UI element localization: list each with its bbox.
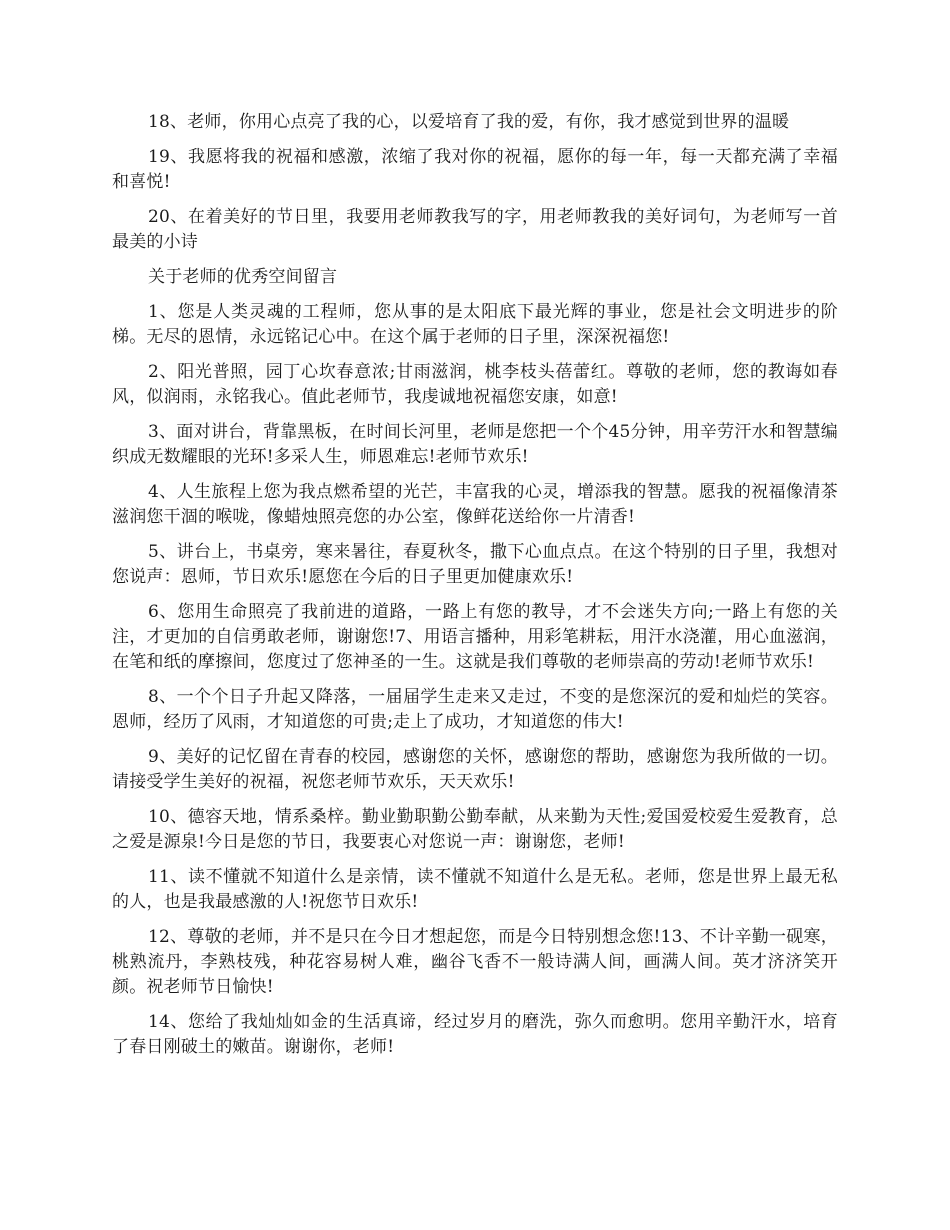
- paragraph-8: 8、一个个日子升起又降落，一届届学生走来又走过，不变的是您深沉的爱和灿烂的笑容。恩师，经历了风雨，才知道您的可贵;走上了成功，才知道您的伟大!: [112, 687, 838, 732]
- document-body: [112, 110, 838, 1070]
- section-heading: 关于老师的优秀空间留言: [148, 267, 338, 287]
- paragraph-4: 4、人生旅程上您为我点燃希望的光芒，丰富我的心灵，增添我的智慧。愿我的祝福像清茶滋润您干涸的喉咙，像蜡烛照亮您的办公室，像鲜花送给你一片清香!: [112, 482, 838, 527]
- paragraph-14: 14、您给了我灿灿如金的生活真谛，经过岁月的磨洗，弥久而愈明。您用辛勤汗水，培育了春日刚破土的嫩苗。谢谢你，老师!: [112, 1012, 838, 1057]
- paragraph-3: 3、面对讲台，背靠黑板，在时间长河里，老师是您把一个个45分钟，用辛劳汗水和智慧编织成无数耀眼的光环!多采人生，师恩难忘!老师节欢乐!: [112, 422, 838, 467]
- paragraph-6-7: 6、您用生命照亮了我前进的道路，一路上有您的教导，才不会迷失方向;一路上有您的关注，才更加的自信勇敢老师，谢谢您!7、用语言播种，用彩笔耕耘，用汗水浇灌，用心血滋润，在笔和纸的摩擦间，您度过了您神圣的一生。这就是我们尊敬的老师崇高的劳动!老师节欢乐!: [112, 602, 838, 672]
- paragraph-5: 5、讲台上，书桌旁，寒来暑往，春夏秋冬，撒下心血点点。在这个特别的日子里，我想对您说声：恩师，节日欢乐!愿您在今后的日子里更加健康欢乐!: [112, 542, 838, 587]
- paragraph-10: 10、德容天地，情系桑梓。勤业勤职勤公勤奉献，从来勤为天性;爱国爱校爱生爱教育，总之爱是源泉!今日是您的节日，我要衷心对您说一声：谢谢您，老师!: [112, 807, 838, 852]
- paragraph-18: 18、老师，你用心点亮了我的心，以爱培育了我的爱，有你，我才感觉到世界的温暖: [148, 112, 790, 132]
- paragraph-1: 1、您是人类灵魂的工程师，您从事的是太阳底下最光辉的事业，您是社会文明进步的阶梯。无尽的恩情，永远铭记心中。在这个属于老师的日子里，深深祝福您!: [112, 302, 838, 347]
- paragraph-9: 9、美好的记忆留在青春的校园，感谢您的关怀，感谢您的帮助，感谢您为我所做的一切。请接受学生美好的祝福，祝您老师节欢乐，天天欢乐!: [112, 747, 838, 792]
- paragraph-12-13: 12、尊敬的老师，并不是只在今日才想起您，而是今日特别想念您!13、不计辛勤一砚寒，桃熟流丹，李熟枝残，种花容易树人难，幽谷飞香不一般诗满人间，画满人间。英才济济笑开颜。祝老师节日愉快!: [112, 927, 838, 997]
- paragraph-2: 2、阳光普照，园丁心坎春意浓;甘雨滋润，桃李枝头蓓蕾红。尊敬的老师，您的教诲如春风，似润雨，永铭我心。值此老师节，我虔诚地祝福您安康，如意!: [112, 362, 838, 407]
- paragraph-11: 11、读不懂就不知道什么是亲情，读不懂就不知道什么是无私。老师，您是世界上最无私的人，也是我最感激的人!祝您节日欢乐!: [112, 867, 838, 912]
- paragraph-19: 19、我愿将我的祝福和感激，浓缩了我对你的祝福，愿你的每一年，每一天都充满了幸福和喜悦!: [112, 147, 838, 192]
- paragraph-20: 20、在着美好的节日里，我要用老师教我写的字，用老师教我的美好词句，为老师写一首最美的小诗: [112, 207, 838, 252]
